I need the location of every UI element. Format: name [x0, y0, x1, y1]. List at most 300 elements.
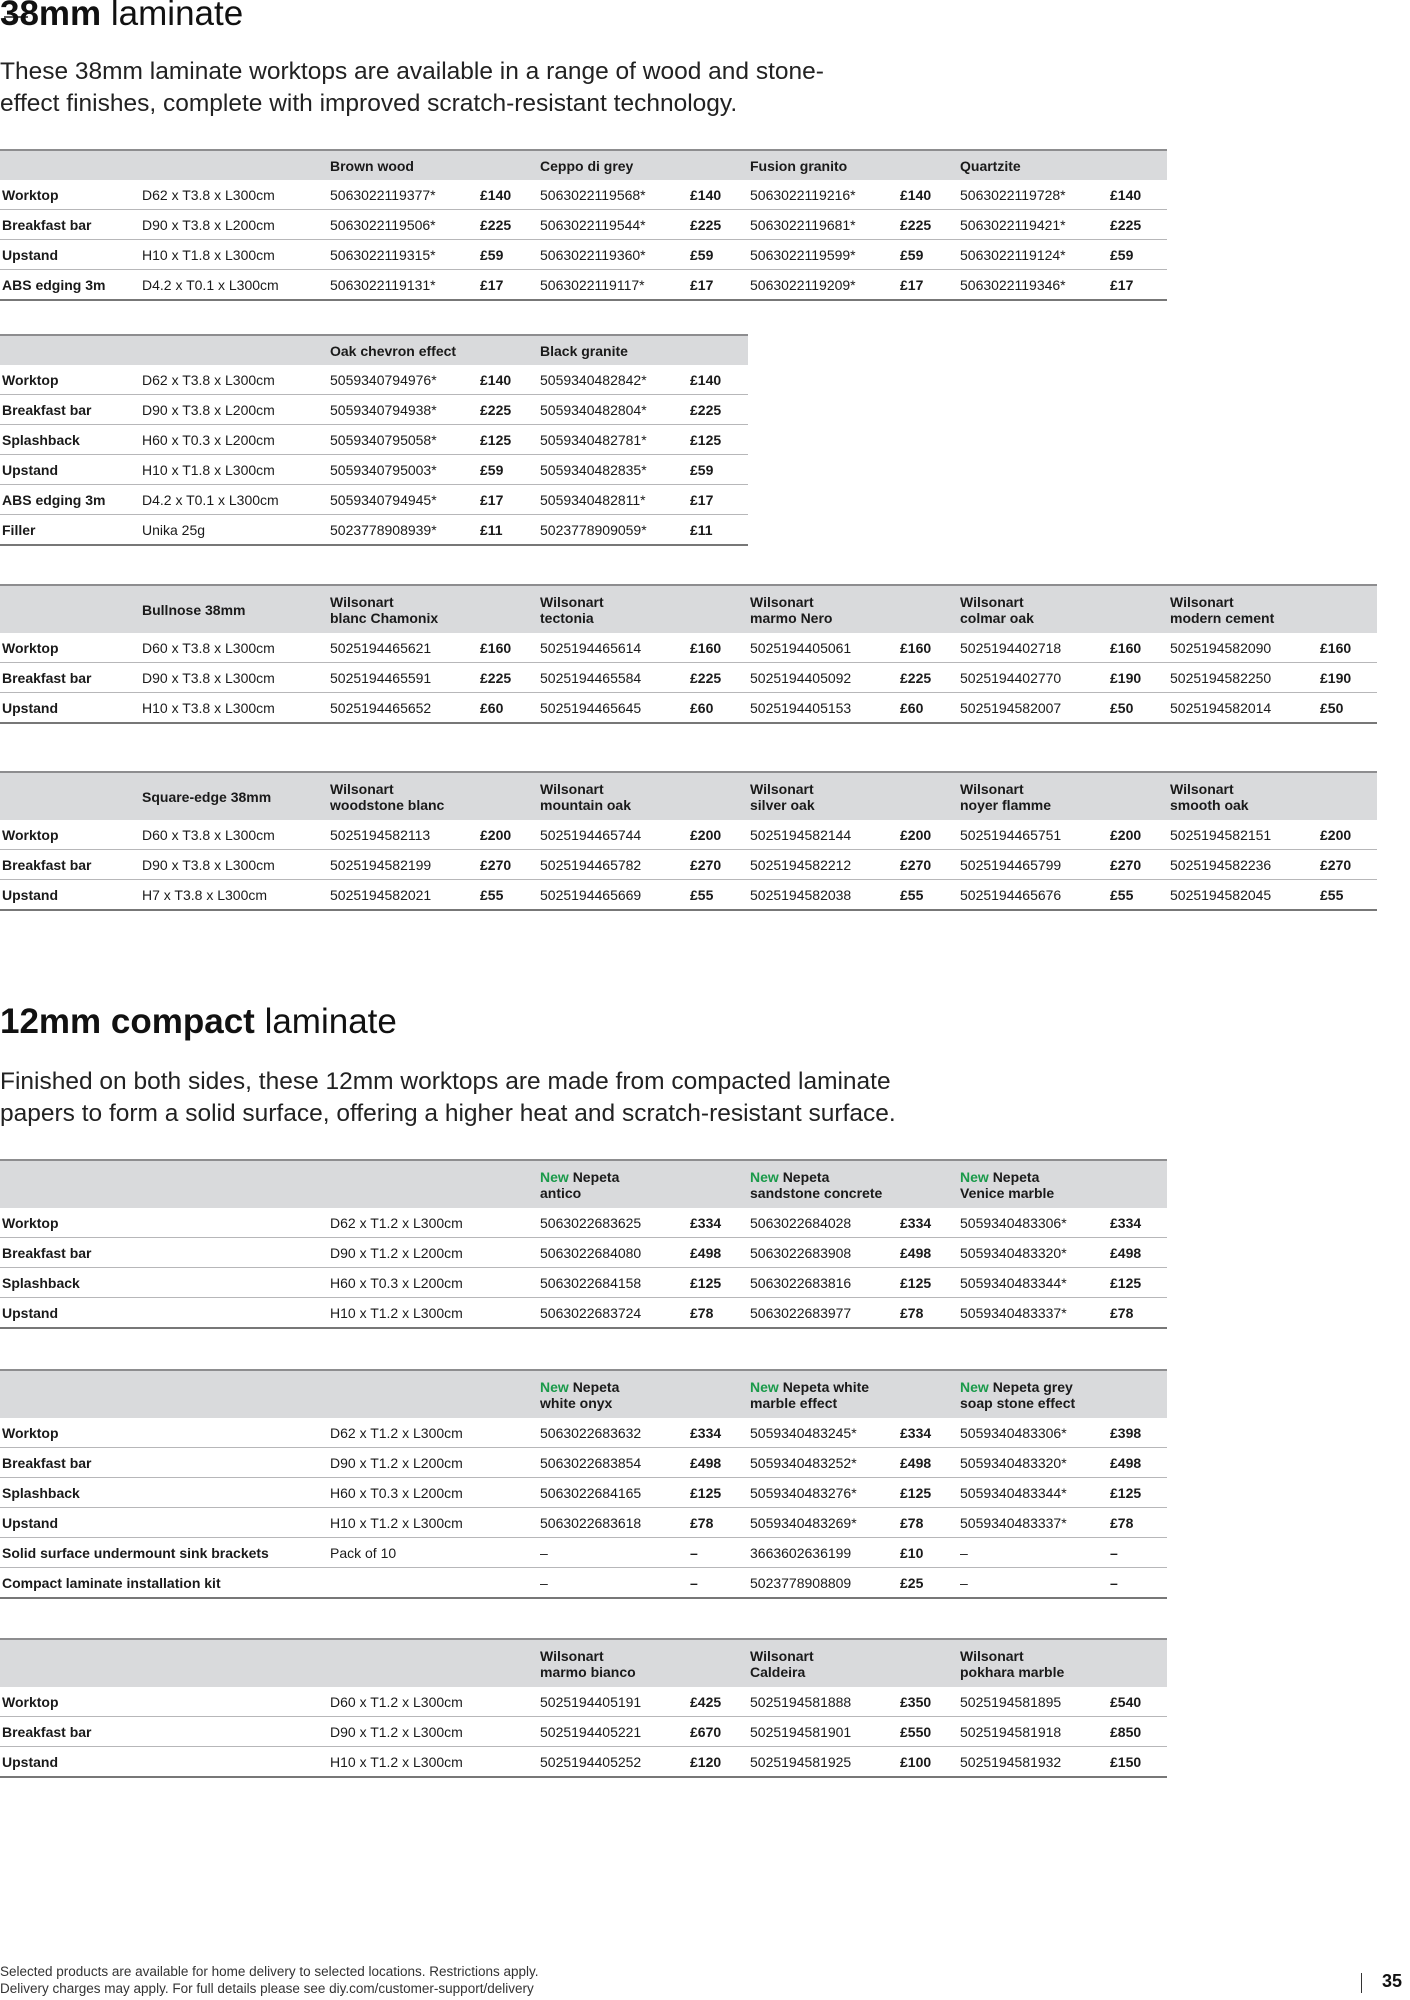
code-cell: 5059340482811*	[538, 485, 688, 515]
price-cell: £140	[688, 365, 748, 395]
header-cell	[898, 585, 958, 633]
header-line: silver oak	[750, 796, 815, 813]
table-row	[0, 850, 1377, 880]
price-cell: –	[1108, 1568, 1167, 1599]
code-cell: 5025194581895	[958, 1687, 1108, 1717]
header-line: marble effect	[750, 1394, 838, 1411]
header-line: Nepeta	[992, 1168, 1040, 1185]
code-cell: 5063022119568*	[538, 180, 688, 210]
code-cell: 5059340482835*	[538, 455, 688, 485]
code-cell: 5025194405191	[538, 1687, 688, 1717]
table-row	[0, 1687, 1167, 1717]
header-cell	[140, 335, 328, 365]
header-cell	[0, 1160, 328, 1208]
price-cell: £200	[688, 820, 748, 850]
header-cell	[688, 585, 748, 633]
price-cell: £670	[688, 1717, 748, 1747]
code-cell: 5059340483306*	[958, 1208, 1108, 1238]
code-cell: 5025194465782	[538, 850, 688, 880]
code-cell: 5059340483344*	[958, 1268, 1108, 1298]
new-badge: New	[540, 1378, 569, 1395]
size-cell: H7 x T3.8 x L300cm	[140, 880, 328, 911]
code-cell: 5063022684158	[538, 1268, 688, 1298]
header-cell	[1168, 772, 1318, 820]
code-cell: 5025194582151	[1168, 820, 1318, 850]
price-cell: £11	[688, 515, 748, 546]
row-label: Worktop	[0, 1687, 328, 1717]
price-table-wilsonart-compact	[0, 1638, 1167, 1778]
header-cell: Oak chevron effect	[328, 335, 478, 365]
header-cell	[958, 1639, 1108, 1687]
header-line: Venice marble	[960, 1184, 1055, 1201]
price-cell: £334	[898, 1208, 958, 1238]
header-line: colmar oak	[960, 609, 1034, 626]
header-line: soap stone effect	[960, 1394, 1076, 1411]
row-label: Splashback	[0, 425, 140, 455]
header-line: Wilsonart	[1170, 593, 1234, 610]
code-cell: 5063022684080	[538, 1238, 688, 1268]
header-cell	[898, 150, 958, 180]
price-cell: £190	[1318, 663, 1377, 693]
price-cell: £59	[478, 240, 538, 270]
code-cell: 5059340483320*	[958, 1448, 1108, 1478]
row-label: Solid surface undermount sink brackets	[0, 1538, 328, 1568]
new-badge: New	[750, 1168, 779, 1185]
price-cell: £334	[898, 1418, 958, 1448]
code-cell: 5063022683854	[538, 1448, 688, 1478]
header-line: Bullnose 38mm	[142, 601, 246, 618]
price-table-38mm-a	[0, 149, 1167, 301]
price-cell: £125	[688, 425, 748, 455]
price-cell: £17	[478, 270, 538, 301]
size-cell: H60 x T0.3 x L200cm	[328, 1478, 538, 1508]
row-label: Breakfast bar	[0, 1238, 328, 1268]
table-header-row	[0, 335, 748, 365]
new-badge: New	[960, 1168, 989, 1185]
code-cell: 5025194582250	[1168, 663, 1318, 693]
header-cell	[748, 772, 898, 820]
table-header-row	[0, 585, 1377, 633]
price-cell: £270	[688, 850, 748, 880]
header-line: Wilsonart	[750, 593, 814, 610]
row-label: ABS edging 3m	[0, 485, 140, 515]
price-cell: £59	[688, 240, 748, 270]
price-cell: £225	[688, 210, 748, 240]
code-cell: 5025194582212	[748, 850, 898, 880]
code-cell: 5025194465614	[538, 633, 688, 663]
code-cell: 5025194581888	[748, 1687, 898, 1717]
header-line: woodstone blanc	[330, 796, 445, 813]
new-badge: New	[540, 1168, 569, 1185]
header-cell	[1108, 1370, 1167, 1418]
size-cell: H60 x T0.3 x L200cm	[140, 425, 328, 455]
price-cell: £11	[478, 515, 538, 546]
section-title-12mm	[0, 1002, 397, 1042]
price-cell: £200	[1108, 820, 1168, 850]
header-line: marmo Nero	[750, 609, 833, 626]
price-cell: £17	[688, 270, 748, 301]
code-cell: 5023778909059*	[538, 515, 688, 546]
price-cell: £125	[898, 1478, 958, 1508]
header-line: smooth oak	[1170, 796, 1249, 813]
header-cell	[1108, 585, 1168, 633]
header-cell	[0, 585, 140, 633]
header-cell: Fusion granito	[748, 150, 898, 180]
header-line: Caldeira	[750, 1663, 806, 1680]
header-line: Wilsonart	[540, 593, 604, 610]
code-cell: 3663602636199	[748, 1538, 898, 1568]
header-cell	[478, 150, 538, 180]
row-label: Upstand	[0, 880, 140, 911]
price-cell: £150	[1108, 1747, 1167, 1778]
header-line: Nepeta	[572, 1378, 620, 1395]
size-cell: H10 x T3.8 x L300cm	[140, 693, 328, 724]
code-cell: 5059340483337*	[958, 1508, 1108, 1538]
code-cell: –	[958, 1568, 1108, 1599]
code-cell: 5059340483337*	[958, 1298, 1108, 1329]
price-cell: £78	[1108, 1298, 1167, 1329]
row-label: Worktop	[0, 1208, 328, 1238]
code-cell: 5059340795003*	[328, 455, 478, 485]
price-cell: £10	[898, 1538, 958, 1568]
new-badge: New	[750, 1378, 779, 1395]
price-cell: £78	[688, 1298, 748, 1329]
header-cell	[748, 1639, 898, 1687]
price-cell: £225	[478, 210, 538, 240]
price-cell: £160	[478, 633, 538, 663]
code-cell: 5063022119681*	[748, 210, 898, 240]
row-label: ABS edging 3m	[0, 270, 140, 301]
header-cell	[958, 585, 1108, 633]
row-label: Breakfast bar	[0, 1448, 328, 1478]
header-line: Wilsonart	[750, 780, 814, 797]
size-cell: D62 x T3.8 x L300cm	[140, 365, 328, 395]
code-cell: 5059340794976*	[328, 365, 478, 395]
price-cell: £60	[478, 693, 538, 724]
header-cell	[748, 1160, 898, 1208]
header-cell	[478, 335, 538, 365]
header-line: marmo bianco	[540, 1663, 636, 1680]
code-cell: 5059340795058*	[328, 425, 478, 455]
row-label: Breakfast bar	[0, 1717, 328, 1747]
header-cell	[328, 585, 478, 633]
header-cell	[538, 1639, 688, 1687]
header-line: Nepeta	[572, 1168, 620, 1185]
code-cell: 5025194582144	[748, 820, 898, 850]
footer-note	[0, 1963, 539, 1997]
table-row	[0, 1568, 1167, 1599]
header-line: Nepeta	[782, 1168, 830, 1185]
price-cell: £50	[1108, 693, 1168, 724]
price-cell: £55	[688, 880, 748, 911]
price-cell: £334	[688, 1208, 748, 1238]
size-cell: D4.2 x T0.1 x L300cm	[140, 270, 328, 301]
header-line: Square-edge 38mm	[142, 788, 272, 805]
title-rest: laminate	[110, 0, 244, 33]
code-cell: 5063022119421*	[958, 210, 1108, 240]
code-cell: 5063022683908	[748, 1238, 898, 1268]
code-cell: 5059340483269*	[748, 1508, 898, 1538]
code-cell: 5025194465676	[958, 880, 1108, 911]
price-cell: £850	[1108, 1717, 1167, 1747]
table-row	[0, 210, 1167, 240]
price-cell: £498	[898, 1448, 958, 1478]
price-cell: £225	[1108, 210, 1167, 240]
price-cell: £498	[1108, 1448, 1167, 1478]
price-cell: £270	[1108, 850, 1168, 880]
code-cell: 5063022119377*	[328, 180, 478, 210]
price-cell: £59	[478, 455, 538, 485]
price-cell: £225	[688, 395, 748, 425]
header-cell	[748, 585, 898, 633]
size-cell: Pack of 10	[328, 1538, 538, 1568]
price-cell: –	[688, 1538, 748, 1568]
price-cell: £160	[1108, 633, 1168, 663]
header-line: sandstone concrete	[750, 1184, 883, 1201]
size-cell: D62 x T3.8 x L300cm	[140, 180, 328, 210]
code-cell: 5063022119346*	[958, 270, 1108, 301]
size-cell: H10 x T1.8 x L300cm	[140, 455, 328, 485]
header-cell	[0, 772, 140, 820]
price-cell: £78	[1108, 1508, 1167, 1538]
price-cell: £125	[688, 1478, 748, 1508]
table-row	[0, 1268, 1167, 1298]
header-line: Wilsonart	[750, 1647, 814, 1664]
price-cell: £200	[898, 820, 958, 850]
table-row	[0, 1538, 1167, 1568]
code-cell: 5025194581932	[958, 1747, 1108, 1778]
page-divider	[1361, 1973, 1362, 1993]
row-label: Upstand	[0, 1747, 328, 1778]
code-cell: 5025194465584	[538, 663, 688, 693]
price-cell: £498	[898, 1238, 958, 1268]
header-cell	[538, 1370, 688, 1418]
code-cell: –	[958, 1538, 1108, 1568]
section-intro-38mm	[0, 56, 824, 120]
header-cell	[688, 1160, 748, 1208]
price-cell: £125	[688, 1268, 748, 1298]
code-cell: 5025194582007	[958, 693, 1108, 724]
footer-line: Selected products are available for home delivery to selected locations. Restrictions apply.	[0, 1964, 539, 1979]
section-title-38mm	[0, 0, 243, 34]
price-cell: £190	[1108, 663, 1168, 693]
row-label: Worktop	[0, 1418, 328, 1448]
price-cell: £59	[688, 455, 748, 485]
row-label: Splashback	[0, 1268, 328, 1298]
code-cell: 5063022683724	[538, 1298, 688, 1329]
code-cell: 5063022119117*	[538, 270, 688, 301]
price-cell: £498	[688, 1238, 748, 1268]
title-bold: 38mm	[0, 0, 102, 33]
price-table-square-edge	[0, 771, 1377, 911]
title-rest: laminate	[264, 1002, 397, 1041]
code-cell: 5025194405153	[748, 693, 898, 724]
header-cell	[688, 1370, 748, 1418]
row-label: Worktop	[0, 633, 140, 663]
price-cell: £17	[478, 485, 538, 515]
header-cell	[328, 1639, 538, 1687]
code-cell: 5063022683618	[538, 1508, 688, 1538]
header-cell	[688, 1639, 748, 1687]
code-cell: 5025194465744	[538, 820, 688, 850]
code-cell: 5063022683816	[748, 1268, 898, 1298]
header-line: modern cement	[1170, 609, 1275, 626]
price-cell: £350	[898, 1687, 958, 1717]
price-cell: £550	[898, 1717, 958, 1747]
size-cell: D90 x T3.8 x L200cm	[140, 395, 328, 425]
price-cell: £125	[898, 1268, 958, 1298]
code-cell: 5059340482781*	[538, 425, 688, 455]
table-row	[0, 1747, 1167, 1778]
code-cell: 5063022683632	[538, 1418, 688, 1448]
price-cell: £50	[1318, 693, 1377, 724]
price-cell: £55	[1318, 880, 1377, 911]
table-row	[0, 1717, 1167, 1747]
code-cell: 5025194582021	[328, 880, 478, 911]
table-row	[0, 880, 1377, 911]
code-cell: 5025194465751	[958, 820, 1108, 850]
header-cell	[328, 1160, 538, 1208]
header-cell	[0, 1639, 328, 1687]
header-cell	[1108, 1639, 1167, 1687]
header-cell	[0, 150, 140, 180]
code-cell: 5063022119360*	[538, 240, 688, 270]
code-cell: 5023778908809	[748, 1568, 898, 1599]
price-cell: £225	[478, 663, 538, 693]
header-cell	[958, 772, 1108, 820]
code-cell: 5025194405221	[538, 1717, 688, 1747]
table-row	[0, 240, 1167, 270]
price-cell: £140	[478, 180, 538, 210]
price-cell: £225	[688, 663, 748, 693]
table-header-row	[0, 1370, 1167, 1418]
code-cell: 5025194465652	[328, 693, 478, 724]
header-cell	[958, 1370, 1108, 1418]
size-cell: H10 x T1.2 x L300cm	[328, 1508, 538, 1538]
header-cell	[140, 150, 328, 180]
price-cell: £25	[898, 1568, 958, 1599]
code-cell: 5063022119216*	[748, 180, 898, 210]
code-cell: 5025194465669	[538, 880, 688, 911]
size-cell: D90 x T3.8 x L300cm	[140, 663, 328, 693]
price-cell: £120	[688, 1747, 748, 1778]
new-badge: New	[960, 1378, 989, 1395]
price-cell: £60	[898, 693, 958, 724]
price-cell: £100	[898, 1747, 958, 1778]
header-cell	[688, 150, 748, 180]
code-cell: 5025194582113	[328, 820, 478, 850]
header-cell	[1318, 772, 1377, 820]
price-cell: £160	[1318, 633, 1377, 663]
header-cell	[478, 585, 538, 633]
code-cell: 5025194465591	[328, 663, 478, 693]
table-row	[0, 633, 1377, 663]
size-cell: H10 x T1.8 x L300cm	[140, 240, 328, 270]
price-cell: £225	[898, 210, 958, 240]
header-cell	[898, 1639, 958, 1687]
row-label: Upstand	[0, 455, 140, 485]
code-cell: 5059340483245*	[748, 1418, 898, 1448]
header-cell	[538, 585, 688, 633]
price-cell: £200	[1318, 820, 1377, 850]
page-number: 35	[1381, 1971, 1402, 1991]
header-line: Nepeta white	[782, 1378, 870, 1395]
code-cell: 5063022119209*	[748, 270, 898, 301]
row-label: Breakfast bar	[0, 395, 140, 425]
header-cell	[898, 1370, 958, 1418]
size-cell: H60 x T0.3 x L200cm	[328, 1268, 538, 1298]
code-cell: 5025194405061	[748, 633, 898, 663]
price-cell: £140	[478, 365, 538, 395]
code-cell: 5059340482804*	[538, 395, 688, 425]
size-cell: D4.2 x T0.1 x L300cm	[140, 485, 328, 515]
row-label: Worktop	[0, 365, 140, 395]
header-line: Wilsonart	[330, 593, 394, 610]
header-cell	[1318, 585, 1377, 633]
row-label: Worktop	[0, 820, 140, 850]
header-line: Wilsonart	[540, 1647, 604, 1664]
table-row	[0, 1508, 1167, 1538]
price-cell: £225	[478, 395, 538, 425]
header-line: antico	[540, 1184, 582, 1201]
header-cell	[1108, 150, 1167, 180]
header-line: noyer flamme	[960, 796, 1052, 813]
price-cell: £140	[1108, 180, 1167, 210]
row-label: Upstand	[0, 1508, 328, 1538]
code-cell: 5025194465645	[538, 693, 688, 724]
header-cell	[958, 1160, 1108, 1208]
code-cell: 5025194582038	[748, 880, 898, 911]
header-cell	[538, 1160, 688, 1208]
table-row	[0, 455, 748, 485]
header-cell	[538, 772, 688, 820]
footer-line: Delivery charges may apply. For full details please see diy.com/customer-support/delivery	[0, 1981, 534, 1996]
price-cell: £78	[898, 1508, 958, 1538]
size-cell	[328, 1568, 538, 1599]
table-row	[0, 365, 748, 395]
code-cell: –	[538, 1538, 688, 1568]
header-line: Wilsonart	[330, 780, 394, 797]
price-cell: £160	[688, 633, 748, 663]
header-cell	[688, 772, 748, 820]
header-cell	[328, 772, 478, 820]
code-cell: 5063022119728*	[958, 180, 1108, 210]
table-row	[0, 1478, 1167, 1508]
table-row	[0, 693, 1377, 724]
header-cell	[1108, 1160, 1167, 1208]
code-cell: 5063022119315*	[328, 240, 478, 270]
code-cell: 5025194581901	[748, 1717, 898, 1747]
code-cell: 5059340794938*	[328, 395, 478, 425]
table-row	[0, 425, 748, 455]
table-row	[0, 485, 748, 515]
table-row	[0, 270, 1167, 301]
code-cell: 5063022119599*	[748, 240, 898, 270]
header-cell	[478, 772, 538, 820]
size-cell: D60 x T3.8 x L300cm	[140, 633, 328, 663]
header-cell: Brown wood	[328, 150, 478, 180]
code-cell: 5059340482842*	[538, 365, 688, 395]
intro-line: These 38mm laminate worktops are available in a range of wood and stone-	[0, 58, 824, 85]
code-cell: 5025194582014	[1168, 693, 1318, 724]
price-cell: £59	[1108, 240, 1167, 270]
header-cell	[748, 1370, 898, 1418]
row-label: Upstand	[0, 693, 140, 724]
intro-line: papers to form a solid surface, offering a higher heat and scratch-resistant surface.	[0, 1100, 896, 1127]
row-label: Upstand	[0, 1298, 328, 1329]
table-row	[0, 180, 1167, 210]
size-cell: D90 x T1.2 x L300cm	[328, 1717, 538, 1747]
